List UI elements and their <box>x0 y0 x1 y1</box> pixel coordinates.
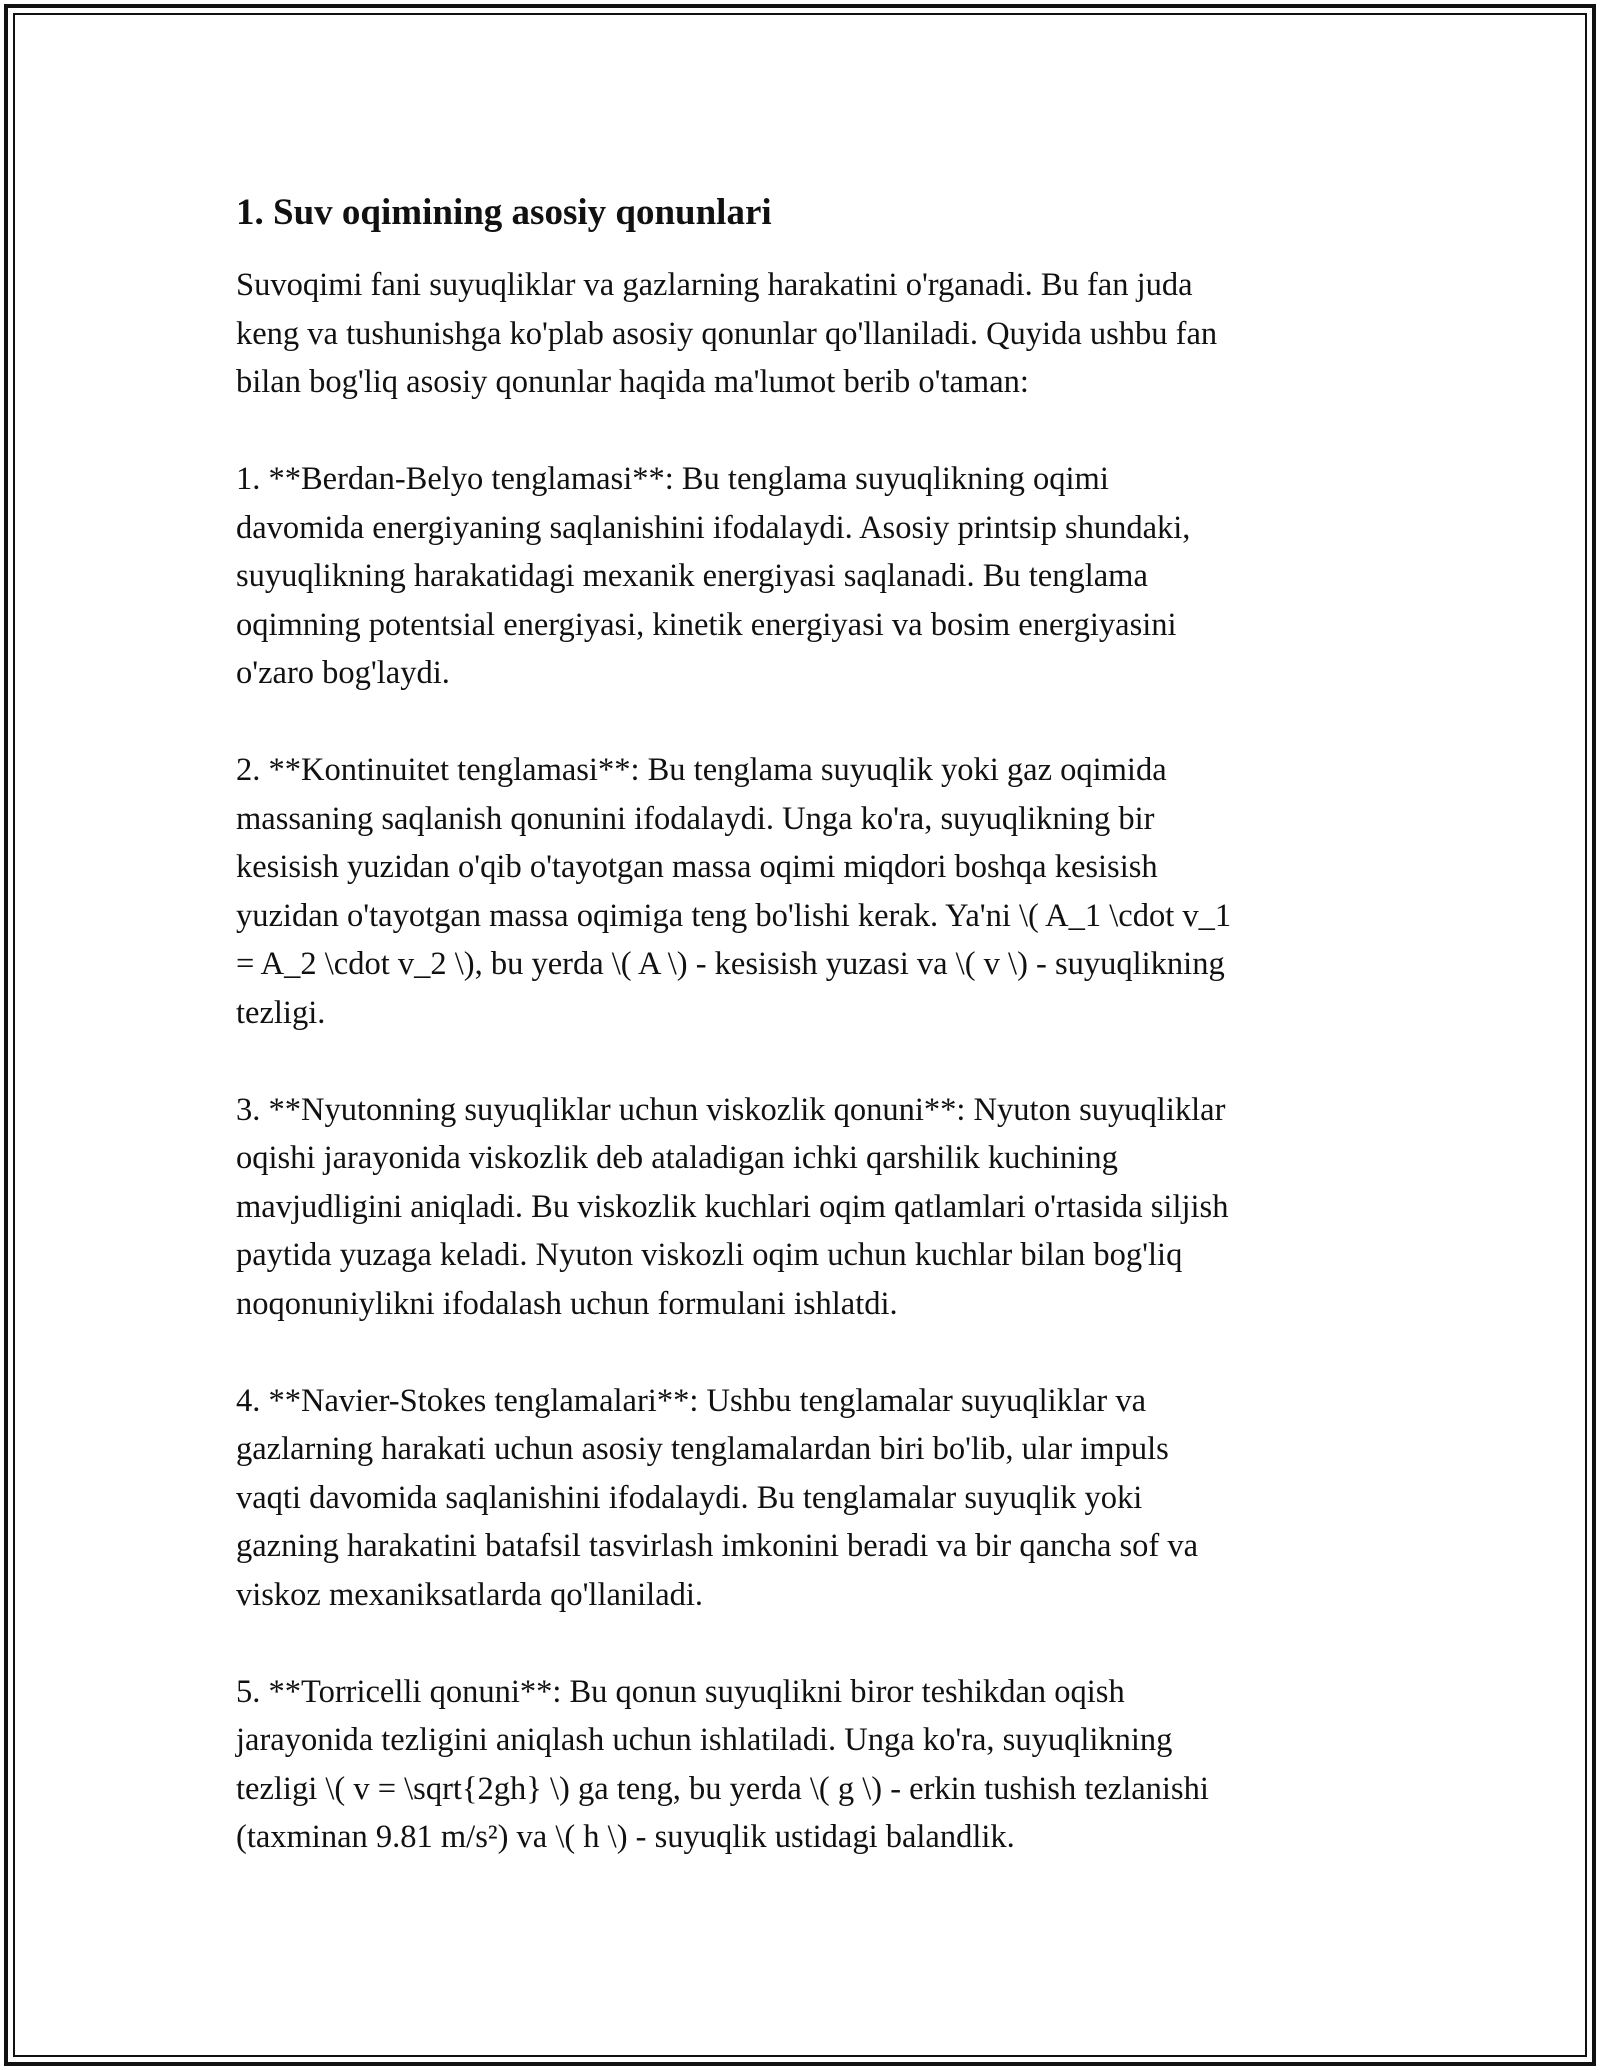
document-body <box>236 185 1376 1862</box>
law-item-3: 3. **Nyutonning suyuqliklar uchun viskozlik qonuni**: Nyuton suyuqliklar oqishi jarayonida viskozlik deb ataladigan ichki qarshilik kuchining mavjudligini aniqladi. Bu viskozlik kuchlari oqim qatlamlari o'rtasida siljish paytida yuzaga keladi. Nyuton viskozli oqim uchun kuchlar bilan bog'liq noqonuniylikni ifodalash uchun formulani ishlatdi. <box>236 1091 1229 1322</box>
law-item-5: 5. **Torricelli qonuni**: Bu qonun suyuqlikni biror teshikdan oqish jarayonida tezligini aniqlash uchun ishlatiladi. Unga ko'ra, suyuqlikning tezligi \( v = \sqrt{2gh} \) ga teng, bu yerda \( g \) - erkin tushish tezlanishi (taxminan 9.81 m/s²) va \( h \) - suyuqlik ustidagi balandlik. <box>236 1673 1209 1855</box>
law-item-2: 2. **Kontinuitet tenglamasi**: Bu tenglama suyuqlik yoki gaz oqimida massaning saqlanish qonunini ifodalaydi. Unga ko'ra, suyuqlikning bir kesisish yuzidan o'qib o'tayotgan massa oqimi miqdori boshqa kesisish yuzidan o'tayotgan massa oqimiga teng bo'lishi kerak. Ya'ni \( A_1 \cdot v_1 = A_2 \cdot v_2 \), bu yerda \( A \) - kesisish yuzasi va \( v \) - suyuqlikning tezligi. <box>236 752 1232 1031</box>
intro-paragraph: Suvoqimi fani suyuqliklar va gazlarning harakatini o'rganadi. Bu fan juda keng va tushunishga ko'plab asosiy qonunlar qo'llaniladi. Quyida ushbu fan bilan bog'liq asosiy qonunlar haqida ma'lumot berib o'taman: <box>236 267 1218 400</box>
law-item-1: 1. **Berdan-Belyo tenglamasi**: Bu tenglama suyuqlikning oqimi davomida energiyaning saqlanishini ifodalaydi. Asosiy printsip shundaki, suyuqlikning harakatidagi mexanik energiyasi saqlanadi. Bu tenglama oqimning potentsial energiyasi, kinetik energiyasi va bosim energiyasini o'zaro bog'laydi. <box>236 461 1191 691</box>
section-heading: 1. Suv oqimining asosiy qonunlari <box>236 192 772 233</box>
law-item-4: 4. **Navier-Stokes tenglamalari**: Ushbu tenglamalar suyuqliklar va gazlarning harakati uchun asosiy tenglamalardan biri bo'lib, ular impuls vaqti davomida saqlanishini ifodalaydi. Bu tenglamalar suyuqlik yoki gazning harakatini batafsil tasvirlash imkonini beradi va bir qancha sof va viskoz mexaniksatlarda qo'llaniladi. <box>236 1382 1199 1613</box>
